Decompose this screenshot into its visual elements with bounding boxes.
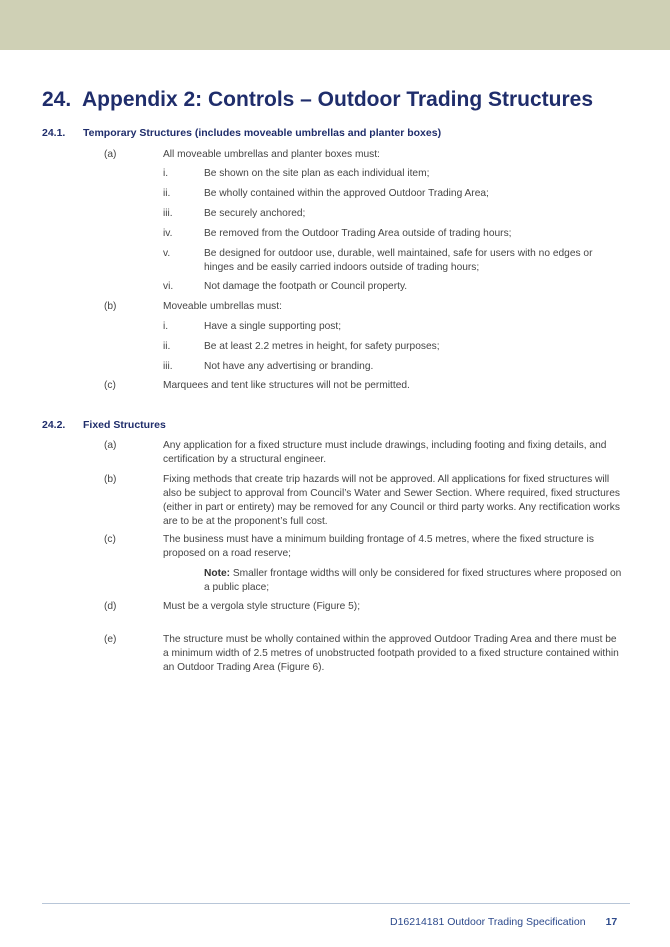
subitem-text: Be designed for outdoor use, durable, well maintained, safe for users with no edges or hinges and be easily carried indoors outside of trading hours;	[204, 248, 593, 273]
item-label-b: (b)	[104, 301, 117, 312]
subitem-text: Not damage the footpath or Council property.	[204, 281, 408, 292]
item-label-a: (a)	[104, 440, 117, 451]
subitem-label: iii.	[163, 361, 173, 372]
subitem-label: vi.	[163, 281, 174, 292]
subitem-text: Have a single supporting post;	[204, 321, 342, 332]
footer-divider	[42, 903, 630, 904]
footer-doc: D16214181 Outdoor Trading Specification	[390, 916, 586, 928]
section-title: Fixed Structures	[83, 419, 166, 431]
subitem-label: iv.	[163, 228, 173, 239]
item-text-d: Must be a vergola style structure (Figure 5);	[163, 601, 361, 612]
subitem-text: Be removed from the Outdoor Trading Area outside of trading hours;	[204, 228, 512, 239]
section-heading-24-2	[42, 419, 166, 431]
item-label-e: (e)	[104, 634, 117, 645]
item-label-c: (c)	[104, 380, 116, 391]
note-label: Note:	[204, 568, 231, 579]
page-footer	[390, 916, 617, 928]
item-text-c: The business must have a minimum building frontage of 4.5 metres, where the fixed structure is proposed on a road reserve;	[163, 534, 594, 559]
subitem-label: i.	[163, 321, 169, 332]
subitem-text: Not have any advertising or branding.	[204, 361, 374, 372]
section-heading-24-1	[42, 127, 441, 139]
item-text-b: Moveable umbrellas must:	[163, 301, 282, 312]
page-title	[42, 88, 593, 112]
title-number: 24.	[42, 88, 72, 111]
page-number: 17	[605, 916, 618, 928]
item-label-d: (d)	[104, 601, 117, 612]
subitem-label: iii.	[163, 208, 173, 219]
header-band	[0, 0, 670, 50]
title-text: Appendix 2: Controls – Outdoor Trading Structures	[82, 88, 594, 111]
subitem-text: Be wholly contained within the approved Outdoor Trading Area;	[204, 188, 489, 199]
subitem-label: ii.	[163, 188, 171, 199]
subitem-label: i.	[163, 168, 169, 179]
item-text-e: The structure must be wholly contained within the approved Outdoor Trading Area and there must be a minimum width of 2.5 metres of unobstructed footpath provided to a fixed structure contained within an Outdoor Trading Area (Figure 6).	[163, 634, 619, 673]
note	[204, 567, 624, 595]
item-label-b: (b)	[104, 474, 117, 485]
item-text-b: Fixing methods that create trip hazards will not be approved. All applications for fixed structures will also be subject to approval from Council’s Water and Sewer Section. Where required, fixed structures (either in part or entirety) may be removed for any Council or third party works. Any rectification works are to be at the proponent’s full cost.	[163, 474, 620, 527]
subitem-text: Be securely anchored;	[204, 208, 306, 219]
subitem-text: Be shown on the site plan as each individual item;	[204, 168, 430, 179]
section-number: 24.2.	[42, 419, 66, 431]
item-text-c: Marquees and tent like structures will not be permitted.	[163, 380, 410, 391]
subitem-label: v.	[163, 248, 171, 259]
section-number: 24.1.	[42, 127, 66, 139]
subitem-label: ii.	[163, 341, 171, 352]
item-text-a: All moveable umbrellas and planter boxes must:	[163, 149, 380, 160]
subitem-text: Be at least 2.2 metres in height, for safety purposes;	[204, 341, 440, 352]
item-label-c: (c)	[104, 534, 116, 545]
item-text-a: Any application for a fixed structure must include drawings, including footing and fixing details, and certification by a structural engineer.	[163, 440, 607, 465]
item-label-a: (a)	[104, 149, 117, 160]
note-text: Smaller frontage widths will only be considered for fixed structures where proposed on a public place;	[204, 568, 622, 593]
section-title: Temporary Structures (includes moveable umbrellas and planter boxes)	[83, 127, 442, 139]
